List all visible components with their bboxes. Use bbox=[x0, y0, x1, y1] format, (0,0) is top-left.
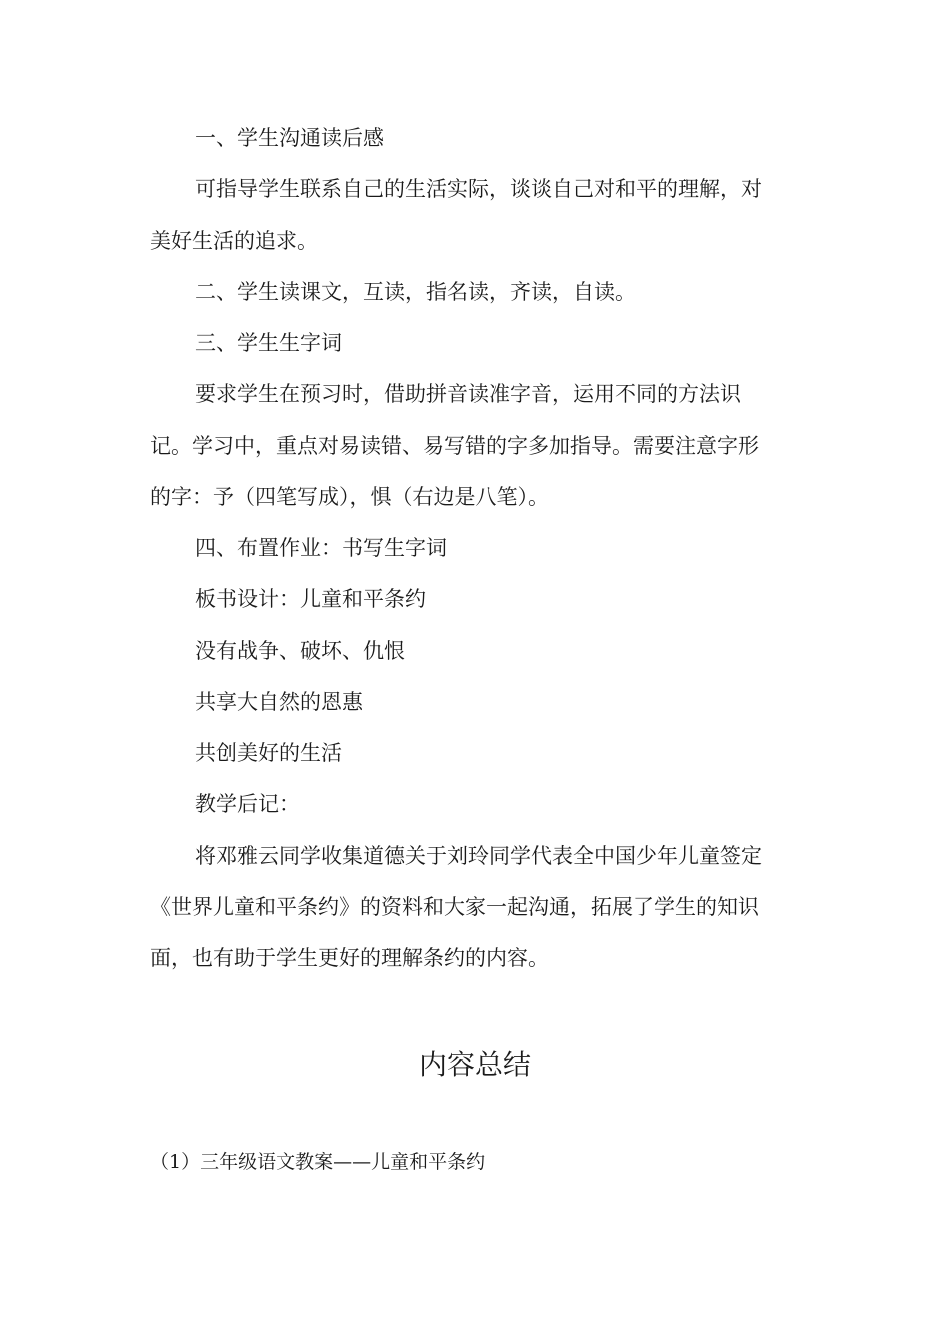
reflection-heading: 教学后记： bbox=[195, 792, 300, 816]
reflection-line1: 将邓雅云同学收集道德关于刘玲同学代表全中国少年儿童签定 bbox=[195, 844, 762, 868]
section3-heading: 三、学生生字词 bbox=[195, 331, 342, 355]
section4-text: 四、布置作业：书写生字词 bbox=[195, 536, 447, 560]
summary-item-1: （1）三年级语文教案——儿童和平条约 bbox=[150, 1151, 486, 1173]
board-line-1: 没有战争、破坏、仇恨 bbox=[195, 639, 405, 663]
section2-text: 二、学生读课文，互读，指名读，齐读，自读。 bbox=[195, 280, 636, 304]
section3-text-line2: 记。学习中，重点对易读错、易写错的字多加指导。需要注意字形 bbox=[150, 434, 759, 458]
section3-text-line1: 要求学生在预习时，借助拼音读准字音，运用不同的方法识 bbox=[195, 382, 741, 406]
reflection-line2: 《世界儿童和平条约》的资料和大家一起沟通，拓展了学生的知识 bbox=[150, 895, 759, 919]
board-line-3: 共创美好的生活 bbox=[195, 741, 342, 765]
section1-heading: 一、学生沟通读后感 bbox=[195, 126, 384, 150]
board-design-title: 板书设计：儿童和平条约 bbox=[195, 587, 426, 611]
board-line-2: 共享大自然的恩惠 bbox=[195, 690, 363, 714]
section1-text-line1: 可指导学生联系自己的生活实际，谈谈自己对和平的理解，对 bbox=[195, 177, 762, 201]
section3-text-line3: 的字：予（四笔写成），惧（右边是八笔）。 bbox=[150, 485, 549, 509]
section1-text-line2: 美好生活的追求。 bbox=[150, 229, 318, 253]
reflection-line3: 面，也有助于学生更好的理解条约的内容。 bbox=[150, 946, 549, 970]
summary-title: 内容总结 bbox=[418, 1048, 531, 1081]
